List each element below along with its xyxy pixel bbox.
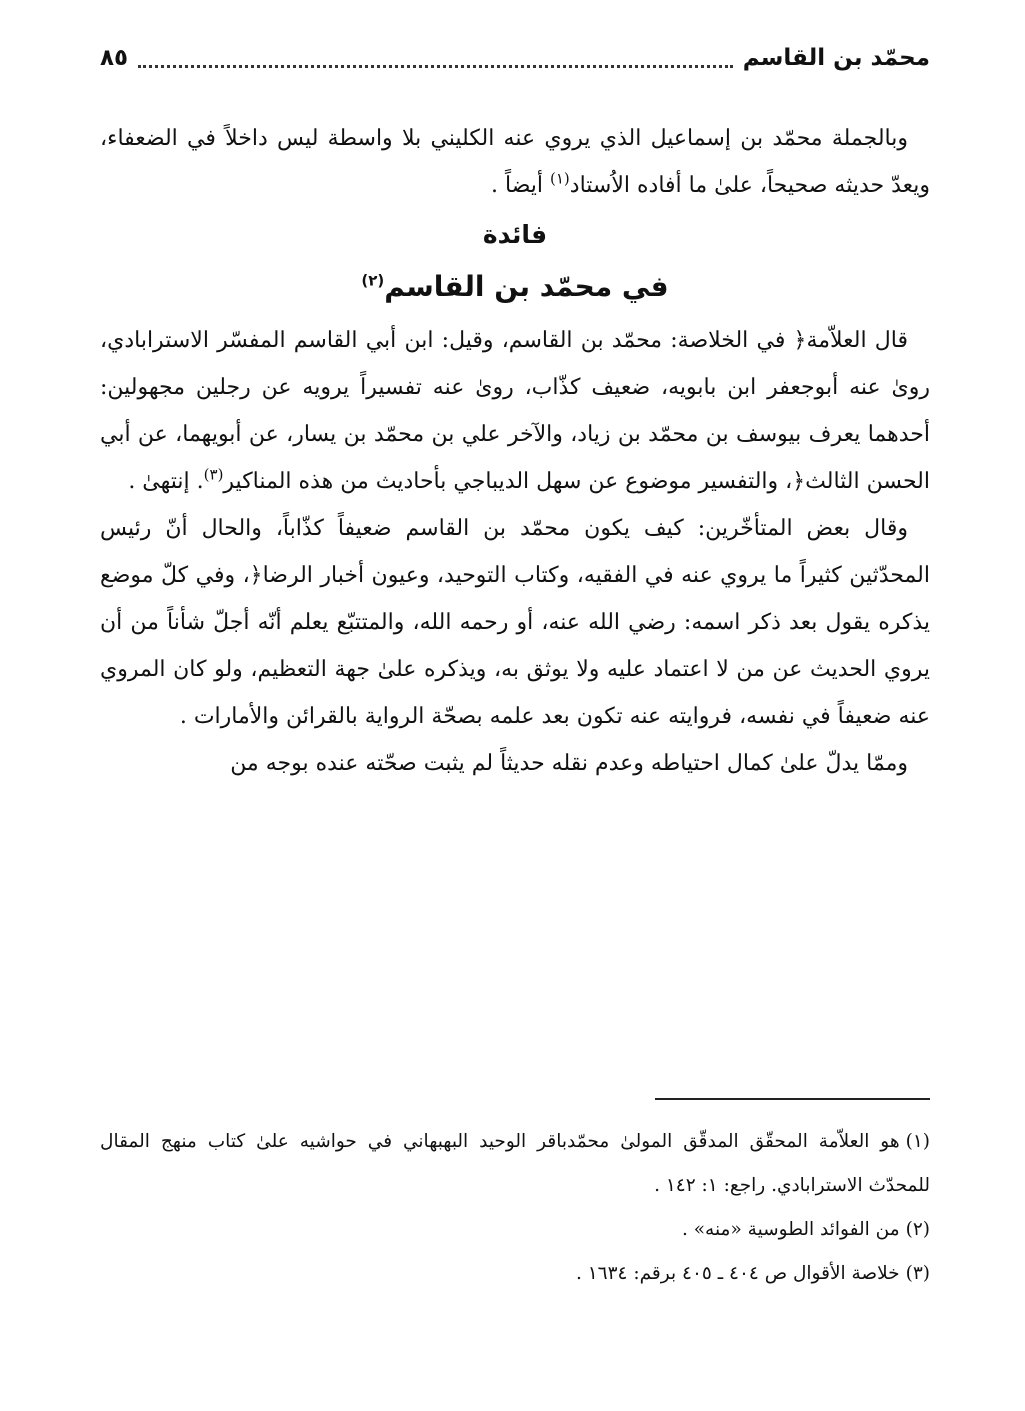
paragraph-2-text: قال العلاّمة﴿ في الخلاصة: محمّد بن القاسم، وقيل: ابن أبي القاسم المفسّر الاسترابادي، روىٰ عنه أبوجعفر ابن بابويه، ضعيف كذّاب، روىٰ عنه تفسيراً يرويه عن رجلين مجهولين: أحدهما يعرف بيوسف بن محمّد بن زياد، والآخر علي بن محمّد بن يسار، عن أبويهما، عن أبي الحسن الثالث﴿، والتفسير موضوع عن سهل الديباجي بأحاديث من هذه المناكير bbox=[100, 328, 930, 494]
leader-dots bbox=[138, 65, 733, 68]
footnote-3 bbox=[100, 1252, 930, 1296]
section-heading: فائدة bbox=[482, 220, 548, 249]
footnotes bbox=[100, 1120, 930, 1296]
page-number: ٨٥ bbox=[100, 45, 129, 71]
footnote-ref-3: (٣) bbox=[203, 465, 224, 484]
footnote-1 bbox=[100, 1120, 930, 1208]
paragraph-2 bbox=[100, 317, 930, 505]
footnote-3-text: خلاصة الأقوال ص ٤٠٤ ـ ٤٠٥ برقم: ١٦٣٤ . bbox=[575, 1263, 900, 1284]
main-text bbox=[100, 115, 930, 787]
running-head bbox=[100, 38, 930, 78]
paragraph-3: وقال بعض المتأخّرين: كيف يكون محمّد بن القاسم ضعيفاً كذّاباً، والحال أنّ رئيس المحدّثين كثيراً ما يروي عنه في الفقيه، وكتاب التوحيد، وعيون أخبار الرضا﴿، وفي كلّ موضع يذكره يقول بعد ذكر اسمه: رضي الله عنه، أو رحمه الله، والمتتبّع يعلم أنّه أجلّ شأناً من أن يروي الحديث عن من لا اعتماد عليه ولا يوثق به، ويذكره علىٰ جهة التعظيم، ولو كان المروي عنه ضعيفاً في نفسه، فروايته عنه تكون بعد علمه بصحّة الرواية بالقرائن والأمارات . bbox=[100, 516, 931, 729]
paragraph-1-text: وبالجملة محمّد بن إسماعيل الذي يروي عنه الكليني بلا واسطة ليس داخلاً في الضعفاء، ويعدّ حديثه صحيحاً، علىٰ ما أفاده الاُستاد bbox=[100, 126, 930, 198]
footnote-2 bbox=[100, 1208, 930, 1252]
footnote-ref-1: (١) bbox=[550, 169, 570, 188]
footnote-divider bbox=[655, 1098, 930, 1100]
running-head-title: محمّد بن القاسم bbox=[742, 45, 930, 71]
footnote-3-number: (٣) bbox=[905, 1263, 930, 1284]
paragraph-4: وممّا يدلّ علىٰ كمال احتياطه وعدم نقله حديثاً لم يثبت صحّته عنده بوجه من bbox=[230, 751, 908, 776]
paragraph-1-end: أيضاً . bbox=[491, 173, 550, 198]
footnote-1-text: هو العلاّمة المحقّق المدقّق المولىٰ محمّدباقر الوحيد البهبهاني في حواشيه علىٰ كتاب منهج المقال للمحدّث الاسترابادي. راجع: ١: ١٤٢ . bbox=[100, 1131, 930, 1196]
footnote-2-text: من الفوائد الطوسية «منه» . bbox=[681, 1219, 900, 1240]
section-subheading-text: في محمّد بن القاسم bbox=[384, 270, 669, 303]
section-subheading bbox=[100, 259, 930, 315]
footnote-2-number: (٢) bbox=[905, 1219, 930, 1240]
paragraph-2-end: . إنتهىٰ . bbox=[128, 469, 204, 494]
footnote-1-number: (١) bbox=[905, 1131, 930, 1152]
paragraph-1 bbox=[100, 115, 930, 209]
footnote-ref-2: (٢) bbox=[361, 271, 385, 290]
